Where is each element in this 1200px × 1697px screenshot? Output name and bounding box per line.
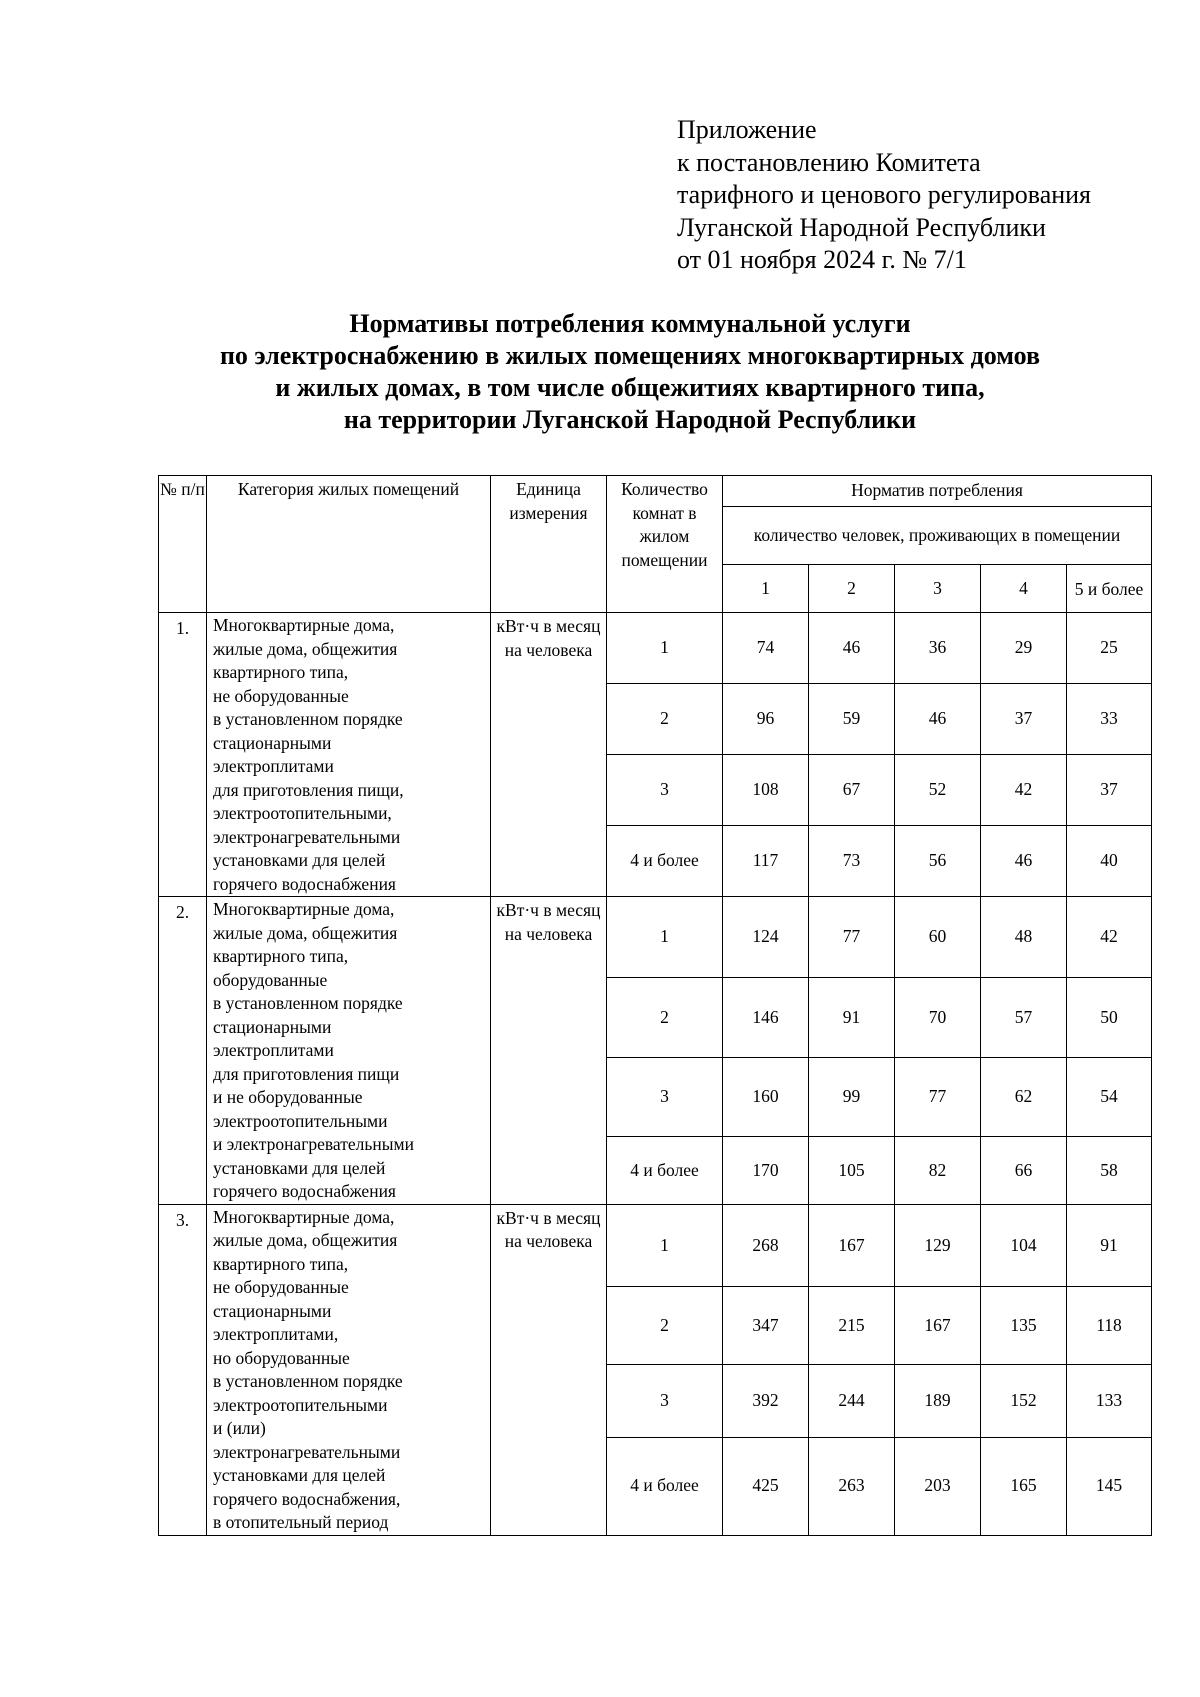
rooms-cell: 4 и более: [607, 826, 723, 897]
category-line: для приготовления пищи,: [213, 779, 404, 800]
norm-value-cell: 25: [1067, 613, 1152, 684]
category-line: электроотопительными,: [213, 803, 392, 823]
title-line: по электроснабжению в жилых помещениях многоквартирных домов: [219, 341, 1041, 370]
table-row: [159, 613, 1152, 684]
norm-value-cell: 62: [981, 1057, 1067, 1136]
norm-value-cell: 392: [723, 1364, 809, 1437]
norm-value-cell: 167: [895, 1287, 981, 1365]
norm-value-cell: 33: [1067, 684, 1152, 755]
norm-value-cell: 160: [723, 1057, 809, 1136]
annex-line: от 01 ноября 2024 г. № 7/1: [677, 245, 967, 274]
norm-value-cell: 215: [809, 1287, 895, 1365]
norm-value-cell: 189: [895, 1364, 981, 1437]
norm-value-cell: 37: [981, 684, 1067, 755]
category-line: в установленном порядке: [213, 1371, 403, 1391]
norm-value-cell: 91: [809, 978, 895, 1057]
header-rooms: Количество комнат в жилом помещении: [607, 476, 723, 613]
norm-value-cell: 118: [1067, 1287, 1152, 1365]
category-line: и (или): [213, 1418, 266, 1438]
category-line: стационарными: [213, 732, 332, 753]
norm-value-cell: 268: [723, 1204, 809, 1287]
rooms-cell: 2: [607, 684, 723, 755]
category-line: оборудованные: [213, 969, 328, 990]
unit-cell: кВт·ч в месяц на человека: [491, 897, 607, 1205]
annex-line: Приложение: [677, 115, 817, 144]
norm-value-cell: 124: [723, 897, 809, 978]
category-line: горячего водоснабжения,: [213, 1488, 401, 1509]
rooms-cell: 2: [607, 978, 723, 1057]
norm-value-cell: 29: [981, 613, 1067, 684]
category-line: электроотопительными: [213, 1394, 388, 1415]
category-line: электронагревательными: [213, 1441, 401, 1462]
category-line: горячего водоснабжения: [213, 1181, 396, 1201]
norm-value-cell: 105: [809, 1137, 895, 1204]
norm-value-cell: 52: [895, 755, 981, 826]
norm-value-cell: 146: [723, 978, 809, 1057]
header-norm: Норматив потребления: [723, 476, 1152, 507]
norm-value-cell: 263: [809, 1437, 895, 1535]
category-line: электроплитами,: [213, 1324, 339, 1344]
norm-value-cell: 117: [723, 826, 809, 897]
norm-value-cell: 56: [895, 826, 981, 897]
norm-value-cell: 170: [723, 1137, 809, 1204]
table-row: [159, 1204, 1152, 1287]
norm-value-cell: 48: [981, 897, 1067, 978]
category-line: квартирного типа,: [213, 946, 349, 966]
category-line: установками для целей: [213, 850, 386, 870]
norm-value-cell: 37: [1067, 755, 1152, 826]
category-line: электроплитами: [213, 1040, 334, 1060]
norm-value-cell: 67: [809, 755, 895, 826]
category-line: не оборудованные: [213, 685, 349, 706]
rooms-cell: 3: [607, 755, 723, 826]
norm-value-cell: 203: [895, 1437, 981, 1535]
norm-value-cell: 96: [723, 684, 809, 755]
unit-cell: кВт·ч в месяц на человека: [491, 1204, 607, 1535]
norm-value-cell: 70: [895, 978, 981, 1057]
category-line: Многоквартирные дома,: [213, 899, 395, 919]
document-title: [150, 308, 1110, 436]
norm-value-cell: 36: [895, 613, 981, 684]
title-line: и жилых домах, в том числе общежитиях квартирного типа,: [275, 373, 985, 402]
category-line: электроотопительными: [213, 1110, 388, 1131]
category-line: и не оборудованные: [213, 1087, 363, 1107]
rooms-cell: 1: [607, 897, 723, 978]
category-line: установками для целей: [213, 1465, 386, 1485]
row-number: 2.: [159, 897, 207, 1205]
norm-value-cell: 46: [981, 826, 1067, 897]
table-header: [159, 476, 1152, 613]
norm-value-cell: 42: [981, 755, 1067, 826]
norms-table: [158, 475, 1152, 1536]
norm-value-cell: 82: [895, 1137, 981, 1204]
category-line: Многоквартирные дома,: [213, 615, 395, 635]
annex-line: к постановлению Комитета: [677, 147, 981, 177]
norm-value-cell: 108: [723, 755, 809, 826]
header-unit: Единица измерения: [491, 476, 607, 613]
rooms-cell: 4 и более: [607, 1437, 723, 1535]
norm-value-cell: 46: [809, 613, 895, 684]
norm-value-cell: 104: [981, 1204, 1067, 1287]
annex-block: [677, 114, 1091, 277]
header-category: Категория жилых помещений: [207, 476, 491, 613]
header-num: № п/п: [159, 476, 207, 613]
norm-value-cell: 40: [1067, 826, 1152, 897]
annex-line: тарифного и ценового регулирования: [677, 180, 1092, 209]
row-number: 1.: [159, 613, 207, 897]
category-line: электроплитами: [213, 756, 334, 776]
norm-value-cell: 57: [981, 978, 1067, 1057]
category-line: квартирного типа,: [213, 662, 349, 682]
norm-value-cell: 50: [1067, 978, 1152, 1057]
norm-value-cell: 42: [1067, 897, 1152, 978]
norm-value-cell: 59: [809, 684, 895, 755]
rooms-cell: 1: [607, 613, 723, 684]
norm-value-cell: 46: [895, 684, 981, 755]
norm-value-cell: 77: [895, 1057, 981, 1136]
category-cell: [207, 897, 491, 1205]
table-body: [159, 613, 1152, 1536]
annex-line: Луганской Народной Республики: [677, 212, 1046, 242]
category-line: не оборудованные: [213, 1277, 349, 1297]
category-line: квартирного типа,: [213, 1253, 349, 1274]
unit-cell: кВт·ч в месяц на человека: [491, 613, 607, 897]
norm-value-cell: 347: [723, 1287, 809, 1365]
title-line: на территории Луганской Народной Республики: [343, 405, 917, 434]
header-person-col: 3: [895, 565, 981, 613]
row-number: 3.: [159, 1204, 207, 1535]
category-line: в установленном порядке: [213, 709, 403, 729]
rooms-cell: 4 и более: [607, 1137, 723, 1204]
norm-value-cell: 152: [981, 1364, 1067, 1437]
rooms-cell: 3: [607, 1057, 723, 1136]
norm-value-cell: 133: [1067, 1364, 1152, 1437]
norm-value-cell: 60: [895, 897, 981, 978]
header-persons: количество человек, проживающих в помещении: [723, 507, 1152, 565]
norm-value-cell: 244: [809, 1364, 895, 1437]
norm-value-cell: 77: [809, 897, 895, 978]
header-person-col: 2: [809, 565, 895, 613]
category-line: в отопительный период: [213, 1512, 389, 1532]
category-line: стационарными: [213, 1300, 332, 1321]
rooms-cell: 3: [607, 1364, 723, 1437]
category-line: жилые дома, общежития: [213, 1230, 398, 1250]
category-line: и электронагревательными: [213, 1134, 414, 1154]
category-cell: [207, 1204, 491, 1535]
table-row: [159, 897, 1152, 978]
category-line: горячего водоснабжения: [213, 873, 396, 894]
norm-value-cell: 165: [981, 1437, 1067, 1535]
header-person-col: 5 и более: [1067, 565, 1152, 613]
norm-value-cell: 425: [723, 1437, 809, 1535]
norm-value-cell: 145: [1067, 1437, 1152, 1535]
norm-value-cell: 135: [981, 1287, 1067, 1365]
category-cell: [207, 613, 491, 897]
header-person-col: 4: [981, 565, 1067, 613]
norm-value-cell: 99: [809, 1057, 895, 1136]
norm-value-cell: 74: [723, 613, 809, 684]
category-line: установками для целей: [213, 1157, 386, 1178]
rooms-cell: 2: [607, 1287, 723, 1365]
category-line: жилые дома, общежития: [213, 638, 398, 659]
category-line: Многоквартирные дома,: [213, 1206, 395, 1227]
title-line: Нормативы потребления коммунальной услуги: [349, 309, 911, 338]
norm-value-cell: 58: [1067, 1137, 1152, 1204]
category-line: для приготовления пищи: [213, 1063, 400, 1084]
category-line: стационарными: [213, 1016, 332, 1037]
rooms-cell: 1: [607, 1204, 723, 1287]
norm-value-cell: 54: [1067, 1057, 1152, 1136]
norm-value-cell: 129: [895, 1204, 981, 1287]
category-line: жилые дома, общежития: [213, 922, 398, 943]
norm-value-cell: 167: [809, 1204, 895, 1287]
category-line: в установленном порядке: [213, 993, 403, 1013]
norm-value-cell: 91: [1067, 1204, 1152, 1287]
header-person-col: 1: [723, 565, 809, 613]
category-line: электронагревательными: [213, 826, 401, 847]
category-line: но оборудованные: [213, 1347, 350, 1368]
norm-value-cell: 73: [809, 826, 895, 897]
norm-value-cell: 66: [981, 1137, 1067, 1204]
